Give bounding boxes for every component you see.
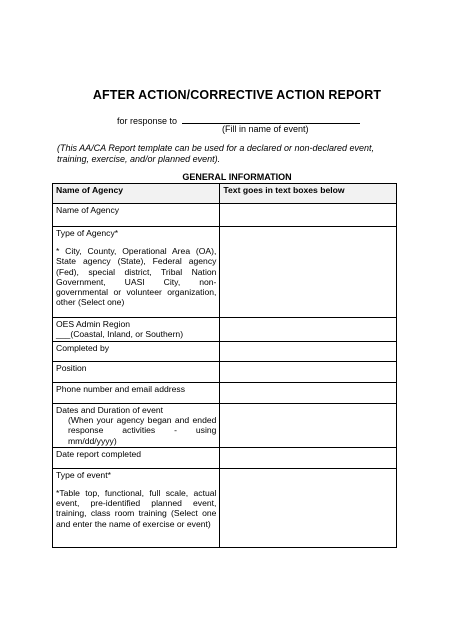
text-box[interactable] bbox=[220, 404, 397, 448]
row-label: Position bbox=[56, 363, 87, 373]
general-info-table bbox=[52, 183, 397, 548]
row-label-cell bbox=[53, 404, 220, 448]
row-label-cell bbox=[53, 342, 220, 362]
row-label: Type of Agency* bbox=[56, 228, 119, 238]
table-row bbox=[53, 447, 397, 468]
row-label: Date report completed bbox=[56, 448, 142, 459]
text-box[interactable] bbox=[220, 342, 397, 362]
text-box[interactable] bbox=[220, 447, 397, 468]
row-label: OES Admin Region bbox=[56, 319, 131, 329]
report-title: AFTER ACTION/CORRECTIVE ACTION REPORT bbox=[92, 88, 382, 102]
row-label-cell bbox=[53, 318, 220, 342]
header-col-label: Name of Agency bbox=[53, 184, 220, 204]
response-label: for response to bbox=[117, 116, 178, 126]
table-row bbox=[53, 404, 397, 448]
row-label: Completed by bbox=[56, 343, 110, 353]
row-note: ___(Coastal, Inland, or Southern) bbox=[56, 329, 184, 340]
text-box[interactable] bbox=[220, 318, 397, 342]
text-box[interactable] bbox=[220, 383, 397, 404]
row-label: Type of event* bbox=[56, 469, 111, 480]
table-row bbox=[53, 383, 397, 404]
text-box[interactable] bbox=[220, 227, 397, 318]
row-label-cell bbox=[53, 227, 220, 318]
row-label: Name of Agency bbox=[56, 205, 120, 215]
row-label-cell bbox=[53, 468, 220, 547]
row-label-cell bbox=[53, 383, 220, 404]
table-row bbox=[53, 227, 397, 318]
table-row bbox=[53, 362, 397, 383]
row-label-cell bbox=[53, 447, 220, 468]
table-row bbox=[53, 468, 397, 547]
table-row bbox=[53, 204, 397, 227]
header-col-text: Text goes in text boxes below bbox=[220, 184, 397, 204]
row-label: Phone number and email address bbox=[56, 384, 185, 394]
intro-note: (This AA/CA Report template can be used for a declared or non-declared event, training, exercise, and/or planned event). bbox=[57, 143, 375, 164]
text-box[interactable] bbox=[220, 204, 397, 227]
table-row bbox=[53, 318, 397, 342]
text-box[interactable] bbox=[220, 362, 397, 383]
row-note: (When your agency began and ended response activities - using mm/dd/yyyy) bbox=[68, 415, 217, 446]
row-label-cell bbox=[53, 362, 220, 383]
table-header-row bbox=[53, 184, 397, 204]
row-label: Dates and Duration of event bbox=[56, 405, 164, 415]
fill-note: (Fill in name of event) bbox=[222, 124, 309, 134]
text-box[interactable] bbox=[220, 468, 397, 547]
row-label-cell bbox=[53, 204, 220, 227]
table-row bbox=[53, 342, 397, 362]
event-name-blank[interactable] bbox=[182, 114, 360, 124]
row-note: * City, County, Operational Area (OA), State agency (State), Federal agency (Fed), special district, Tribal Nation Government, UASI City, non-governmental or volunteer organization, other (Select one) bbox=[56, 246, 217, 308]
row-note: *Table top, functional, full scale, actual event, pre-identified planned event, training, class room training (Select one and enter the name of exercise or event) bbox=[56, 488, 217, 529]
section-title: GENERAL INFORMATION bbox=[182, 172, 292, 182]
